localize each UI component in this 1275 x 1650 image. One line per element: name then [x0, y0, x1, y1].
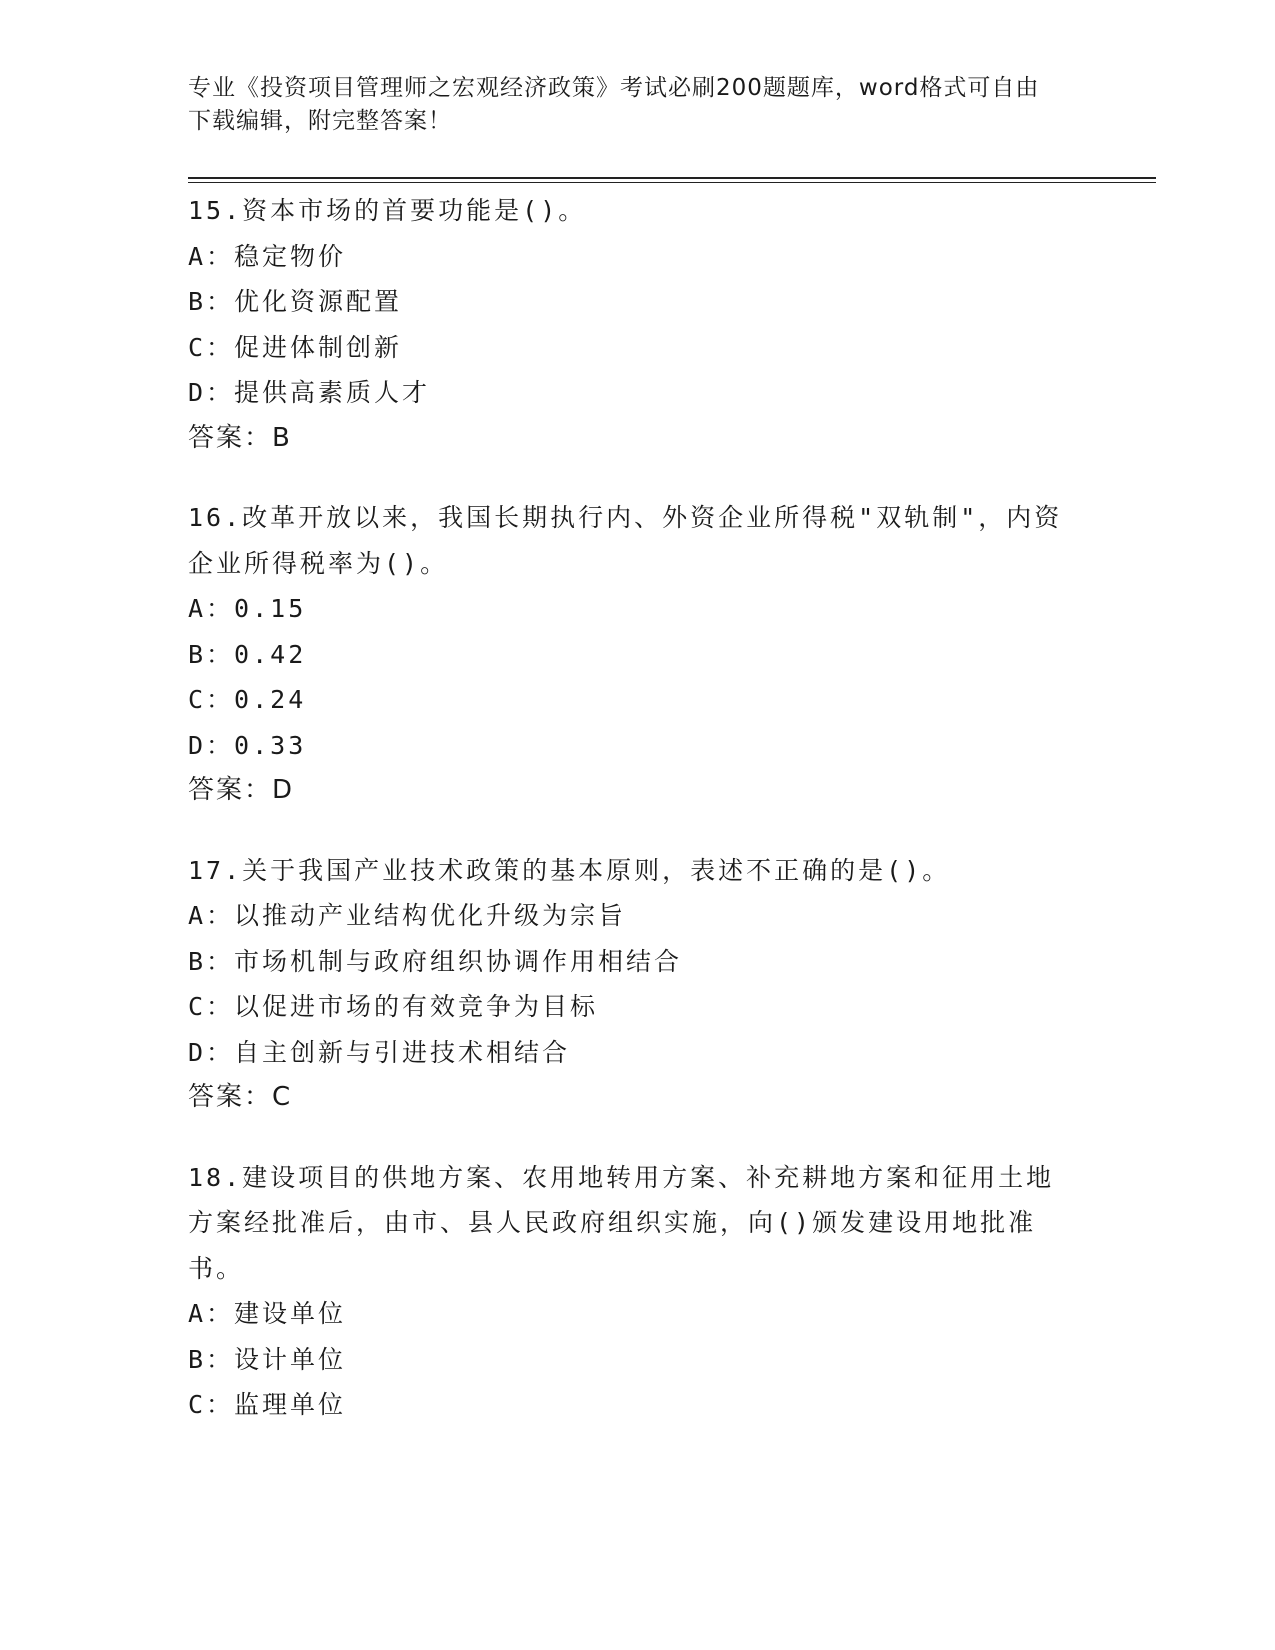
header-divider-thick	[188, 177, 1156, 179]
option-c: C：0.24	[188, 685, 307, 714]
question-stem-line-2: 方案经批准后，由市、县人民政府组织实施，向()颁发建设用地批准	[188, 1208, 1037, 1237]
document-header	[188, 72, 1068, 138]
question-stem-line-1: 16.改革开放以来，我国长期执行内、外资企业所得税"双轨制"，内资	[188, 503, 1063, 532]
question-17	[188, 848, 1088, 1121]
option-c: C：监理单位	[188, 1390, 347, 1419]
option-a: A：以推动产业结构优化升级为宗旨	[188, 901, 627, 930]
option-b: B：0.42	[188, 639, 307, 669]
option-a: A：稳定物价	[188, 241, 347, 271]
option-d: D：0.33	[188, 730, 307, 760]
question-stem: 17.关于我国产业技术政策的基本原则，表述不正确的是()。	[188, 855, 951, 885]
answer-line: 答案：C	[188, 1082, 293, 1112]
question-stem-line-3: 书。	[188, 1253, 245, 1283]
question-18	[188, 1155, 1088, 1428]
question-list	[188, 188, 1088, 1428]
question-stem-line-1: 18.建设项目的供地方案、农用地转用方案、补充耕地方案和征用土地	[188, 1162, 1055, 1192]
option-b: B：市场机制与政府组织协调作用相结合	[188, 946, 683, 976]
option-b: B：设计单位	[188, 1344, 347, 1374]
option-d: D：提供高素质人才	[188, 378, 431, 407]
option-b: B：优化资源配置	[188, 287, 403, 316]
option-d: D：自主创新与引进技术相结合	[188, 1037, 571, 1067]
question-15	[188, 188, 1088, 461]
header-line-2: 下载编辑，附完整答案！	[188, 108, 452, 134]
header-line-1: 专业《投资项目管理师之宏观经济政策》考试必刷200题题库，word格式可自由	[188, 75, 1040, 101]
option-c: C：以促进市场的有效竞争为目标	[188, 992, 599, 1021]
option-a: A：建设单位	[188, 1299, 347, 1328]
question-16	[188, 495, 1088, 814]
answer-line: 答案：D	[188, 775, 295, 805]
answer-line: 答案：B	[188, 422, 292, 453]
option-c: C：促进体制创新	[188, 332, 403, 362]
header-divider-thin	[188, 182, 1156, 183]
question-stem: 15.资本市场的首要功能是()。	[188, 196, 587, 225]
option-a: A：0.15	[188, 594, 307, 623]
question-stem-line-2: 企业所得税率为()。	[188, 548, 449, 578]
